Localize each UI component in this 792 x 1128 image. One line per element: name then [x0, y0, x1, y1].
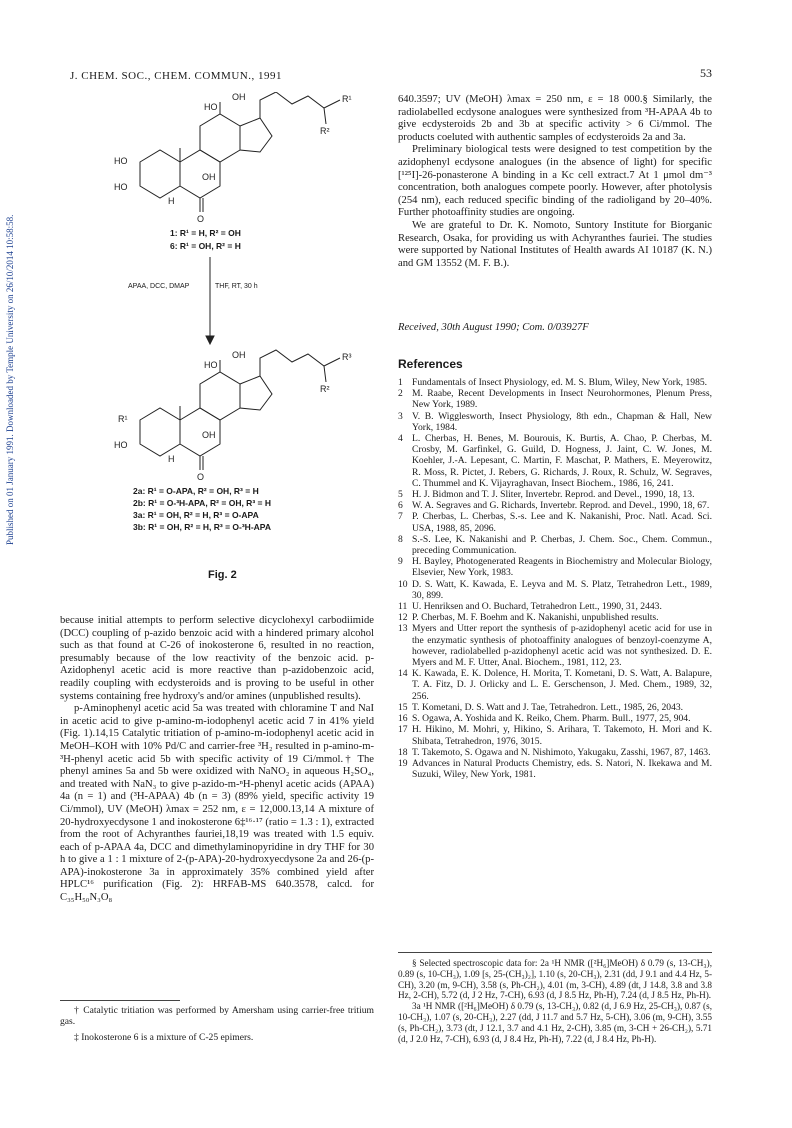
h-top: H [168, 196, 175, 206]
reference-text: V. B. Wigglesworth, Insect Physiology, 8th edn., Chapman & Hall, New York, 1984. [412, 410, 712, 433]
oh-top-2: OH [202, 172, 216, 182]
reference-text: H. Hikino, M. Mohri, y, Hikino, S. Arihara, T. Takemoto, H. Mori and K. Shibata, Tetrahedron, 1976, 3015. [412, 724, 712, 747]
references-list [398, 377, 712, 780]
reference-text: S. Ogawa, A. Yoshida and K. Reiko, Chem. Pharm. Bull., 1977, 25, 904. [412, 713, 691, 725]
reference-item [398, 489, 712, 500]
r1-top: R¹ [342, 94, 352, 104]
reference-number: 14 [398, 668, 408, 680]
reference-item [398, 411, 712, 433]
reference-text: Fundamentals of Insect Physiology, ed. M. S. Blum, Wiley, New York, 1985. [412, 377, 708, 388]
reference-item [398, 612, 712, 623]
reference-item [398, 668, 712, 702]
reference-item [398, 747, 712, 758]
reference-item [398, 388, 712, 410]
product-3b: 3b: R¹ = OH, R² = H, R³ = O-³H-APA [133, 522, 271, 532]
right-paragraph-2: Preliminary biological tests were designed to test competition by the azidophenyl ecdysone analogues (in the absence of light) for specific [¹²⁵I]-26-ponasterone A binding in a Kc cell extract.7 At 1 μmol dm⁻³ concentration, both analogues compete poorly. However, after photolysis (254 nm), each reduced specific binding of the radioligand by 20–40%. Further photoaffinity studies are ongoing. [398, 144, 712, 219]
reference-item [398, 724, 712, 746]
compound-1-label: 1: R¹ = H, R² = OH [170, 228, 241, 238]
o-bottom: O [197, 472, 205, 482]
reference-item [398, 579, 712, 601]
r3-bottom: R³ [342, 352, 352, 362]
product-2b: 2b: R¹ = O-³H-APA, R² = OH, R³ = H [133, 498, 271, 508]
running-header: J. CHEM. SOC., CHEM. COMMUN., 1991 [70, 70, 282, 82]
ring-c-top [200, 114, 240, 162]
left-paragraph-1: because initial attempts to perform selective dicyclohexyl carbodiimide (DCC) coupling of p-azido benzoic acid with a hindered primary alcohol such as that found at C-26 of inokosterone 6, resulted in no reaction, presumably because of the low reactivity of the benzoic acid. p-Azidophenyl acetic acid is more reactive than p-azidobenzoic acid, readily coupling with ecdysteroids and is proving to be useful in other systems containing free hydroxy's and/or amines (unpublished results). [60, 615, 374, 702]
r2-top: R² [320, 126, 330, 136]
ho-top-1: HO [204, 102, 218, 112]
ring-c-bottom [200, 372, 240, 420]
reference-number: 15 [398, 701, 408, 713]
reference-item [398, 556, 712, 578]
reference-number: 2 [398, 388, 403, 400]
reference-number: 4 [398, 433, 403, 445]
reference-text: T. Takemoto, S. Ogawa and N. Nishimoto, Yakugaku, Zasshi, 1967, 87, 1463. [412, 746, 711, 758]
reference-text: T. Kometani, D. S. Watt and J. Tae, Tetrahedron. Lett., 1985, 26, 2043. [412, 701, 684, 713]
page-number: 53 [700, 66, 712, 80]
reference-item [398, 713, 712, 724]
reference-number: 1 [398, 377, 403, 388]
reference-number: 17 [398, 724, 408, 736]
steroid-figure [80, 92, 380, 582]
reference-item [398, 601, 712, 612]
reference-text: L. Cherbas, H. Benes, M. Bourouis, K. Burtis, A. Chao, P. Cherbas, M. Crosby, M. Garfinkel, G. Guild, D. Hogness, J. Jaint, C. W. Jones, M. Koehler, J.-A. Lepesant, C. Martin, F. Maschat, P. Mathers, E. Meyerowitz, R. Moss, R. Pictet, J. Rebers, G. Richards, J. Roux, R. Schulz, W. Segraves, C. Thummel and K. Vijayraghavan, Insect Biochem., 1986, 16, 241. [412, 433, 712, 489]
r2-bottom: R² [320, 384, 330, 394]
ring-d-bottom [240, 376, 272, 410]
reference-number: 8 [398, 533, 403, 545]
right-paragraph-1: 640.3597; UV (MeOH) λmax = 250 nm, ε = 18 000.§ Similarly, the radiolabelled ecdysone analogues were synthesized from ³H-APAA 4b to give ecdysteroids 2b and 3b at specific activity > 6 Ci/mmol. The products coeluted with authentic samples of ecdysteroids 2a and 3a. [398, 94, 712, 143]
reference-text: P. Cherbas, M. F. Boehm and K. Nakanishi, unpublished results. [412, 612, 659, 624]
compound-6-label: 6: R¹ = OH, R² = H [170, 241, 241, 251]
side-chain-top [260, 92, 340, 118]
ring-d-top [240, 118, 272, 152]
reference-text: H. Bayley, Photogenerated Reagents in Biochemistry and Molecular Biology, Elsevier, New York, 1983. [412, 556, 712, 579]
received-line: Received, 30th August 1990; Com. 0/03927F [398, 322, 589, 333]
reference-item [398, 511, 712, 533]
footnote-dagger: † Catalytic tritiation was performed by Amersham using carrier-free tritium gas. [60, 1005, 374, 1028]
oh-top-1: OH [232, 92, 246, 102]
r1-bottom: R¹ [118, 414, 128, 424]
reference-number: 16 [398, 713, 408, 725]
reference-item [398, 500, 712, 511]
footnote-double-dagger: ‡ Inokosterone 6 is a mixture of C-25 epimers. [74, 1031, 254, 1043]
ring-a-top [140, 150, 180, 198]
reference-number: 11 [398, 601, 408, 613]
reference-number: 12 [398, 612, 408, 624]
reference-number: 9 [398, 556, 403, 568]
reference-text: W. A. Segraves and G. Richards, Invertebr. Reprod. and Devel., 1990, 18, 67. [412, 500, 710, 512]
reference-text: M. Raabe, Recent Developments in Insect Neurohormones, Plenum Press, New York, 1989. [412, 388, 712, 411]
reference-text: P. Cherbas, L. Cherbas, S.-s. Lee and K. Nakanishi, Proc. Natl. Acad. Sci. USA, 1988, 85, 2096. [412, 511, 712, 534]
ho-bottom-1: HO [204, 360, 218, 370]
h-bottom: H [168, 454, 175, 464]
reference-text: S.-S. Lee, K. Nakanishi and P. Cherbas, J. Chem. Soc., Chem. Commun., preceding Communication. [412, 533, 712, 557]
ho-top-2: HO [114, 156, 128, 166]
reference-number: 3 [398, 410, 403, 422]
left-column [60, 615, 374, 905]
o-top: O [197, 214, 205, 224]
reference-item [398, 623, 712, 668]
footnote-rule-left [60, 1000, 180, 1001]
right-column [398, 94, 712, 270]
reference-number: 13 [398, 623, 408, 635]
product-3a: 3a: R¹ = OH, R² = H, R³ = O-APA [133, 510, 259, 520]
reference-number: 5 [398, 489, 403, 501]
reference-number: 18 [398, 746, 408, 758]
spectroscopic-data-3a: 3a ¹H NMR ([²H₆]MeOH) δ 0.79 (s, 13-CH₃), 0.82 (d, J 6.9 Hz, 25-CH₃), 0.87 (s, 10-CH₃), 1.07 (s, 20-CH₃), 2.27 (dd, J 11.7 and 5.7 Hz, 5-CH), 3.06 (m, 9-CH), 3.55 (s, Ph-CH₂), 3.73 (dt, J 12.1, 3.7 and 4.1 Hz, 2-CH), 3.85 (m, 3-CH + 26-CH₂), 5.71 (d, J 2.0 Hz, 7-CH), 6.93 (d, J 8.4 Hz, Ph-H), 7.22 (d, J 8.4 Hz, Ph-H). [398, 1001, 712, 1044]
reference-item [398, 377, 712, 388]
left-footnote-1 [60, 1005, 374, 1043]
reference-text: U. Henriksen and O. Buchard, Tetrahedron Lett., 1990, 31, 2443. [412, 601, 662, 613]
reference-text: Advances in Natural Products Chemistry, eds. S. Natori, N. Ikekawa and M. Suzuki, Wiley, New York, 1981. [412, 757, 712, 781]
spectroscopic-data-2a: § Selected spectroscopic data for: 2a ¹H NMR ([²H₆]MeOH) δ 0.79 (s, 13-CH₃), 0.89 (s, 10-CH₃), 1.09 [s, 25-(CH₃)₂], 1.10 (s, 20-CH₃), 2.31 (dd, J 9.1 and 4.4 Hz, 5-CH), 3.20 (m, 9-CH), 3.58 (s, Ph-CH₂), 4.01 (m, 3-CH), 4.89 (dt, J 14.8, 3.8 and 3.8 Hz, 2-CH), 5.72 (d, J 2 Hz, 7-CH), 6.93 (d, J 8.5 Hz, Ph-H), 7.24 (d, J 8.5 Hz, Ph-H). [398, 958, 712, 1001]
reference-item [398, 702, 712, 713]
right-footnotes [398, 958, 712, 1044]
references-heading: References [398, 357, 463, 371]
reference-number: 6 [398, 500, 403, 512]
reference-text: K. Kawada, E. K. Dolence, H. Morita, T. Kometani, D. S. Watt, A. Balapure, T. A. Fitz, D. J. Orlicky and L. E. Gerschenson, J. Med. Chem., 1989, 32, 256. [412, 668, 712, 702]
download-notice[interactable]: Published on 01 January 1991. Downloaded by Temple University on 26/10/2014 10:58:58. [5, 214, 15, 545]
reagents-left: APAA, DCC, DMAP [128, 283, 190, 290]
reference-item [398, 758, 712, 780]
side-chain-bottom [260, 350, 340, 376]
reagents-right: THF, RT, 30 h [215, 283, 258, 290]
oh-bottom-1: OH [232, 350, 246, 360]
left-paragraph-2: p-Aminophenyl acetic acid 5a was treated with chloramine T and NaI in acetic acid to give p-amino-m-iodophenyl acetic acid 7 in 41% yield (Fig. 1).14,15 Catalytic tritiation of p-amino-m-iodophenyl acetic acid in MeOH–KOH with 10% Pd/C and carrier-free ³H₂ resulted in p-amino-m-³H-phenyl acetic acid 5b with specific activity of 19 Ci/mmol.† The phenyl amines 5a and 5b were oxidized with NaNO₂ in aqueous H₂SO₄, and treated with NaN₃ to give p-azido-m-ⁿH-phenyl acetic acids (APAA) 4a (n = 1) and (³H-APAA) 4b (n = 3) (89% yield, specific activity 19 Ci/mmol), UV (MeOH) λmax = 252 nm, ε = 12,000.13,14 A mixture of 20-hydroxyecdysone 1 and inokosterone 6‡¹⁶·¹⁷ (ratio = 1.3 : 1), extracted from the root of Achyranthes fauriei,18,19 was treated with 1.5 equiv. each of p-APAA 4a, DCC and dimethylaminopyridine in dry THF for 30 h to give a 1 : 1 mixture of 2-(p-APA)-20-hydroxyecdysone 2a and 26-(p-APA)-inokosterone 3a in approximately 35% combined yield after HPLC¹⁶ purification (Fig. 2): HRFAB-MS 640.3578, calcd. for C₃₅H₅₀N₃O₈ [60, 703, 374, 904]
reference-text: H. J. Bidmon and T. J. Sliter, Invertebr. Reprod. and Devel., 1990, 18, 13. [412, 489, 695, 501]
reference-text: D. S. Watt, K. Kawada, E. Leyva and M. S. Platz, Tetrahedron Lett., 1989, 30, 899. [412, 578, 712, 601]
reference-number: 7 [398, 511, 403, 523]
oh-bottom-2: OH [202, 430, 216, 440]
reference-text: Myers and Utter report the synthesis of p-azidophenyl acetic acid for use in the enzymatic synthesis of photoaffinity analogues of benzoyl-coenzyme A, however, radiolabelled p-azidophenyl acetic acid was not synthesized. D. E. Myers and M. F. Utter, Anal. Biochem., 1981, 112, 23. [412, 623, 712, 669]
reference-number: 19 [398, 757, 408, 769]
ring-a-bottom [140, 408, 180, 456]
product-2a: 2a: R¹ = O-APA, R² = OH, R³ = H [133, 486, 259, 496]
figure-caption: Fig. 2 [208, 569, 237, 581]
ho-bottom-2: HO [114, 440, 128, 450]
reference-number: 10 [398, 578, 408, 590]
reference-item [398, 433, 712, 489]
right-paragraph-3: We are grateful to Dr. K. Nomoto, Suntory Institute for Biorganic Research, Osaka, for providing us with Achyranthes fauriei. The studies were supported by National Institutes of Health awards AI 10187 (K. N.) and GM 13552 (M. F. B.). [398, 219, 712, 269]
ho-top-3: HO [114, 182, 128, 192]
reference-item [398, 534, 712, 556]
footnote-rule-right [398, 952, 712, 953]
